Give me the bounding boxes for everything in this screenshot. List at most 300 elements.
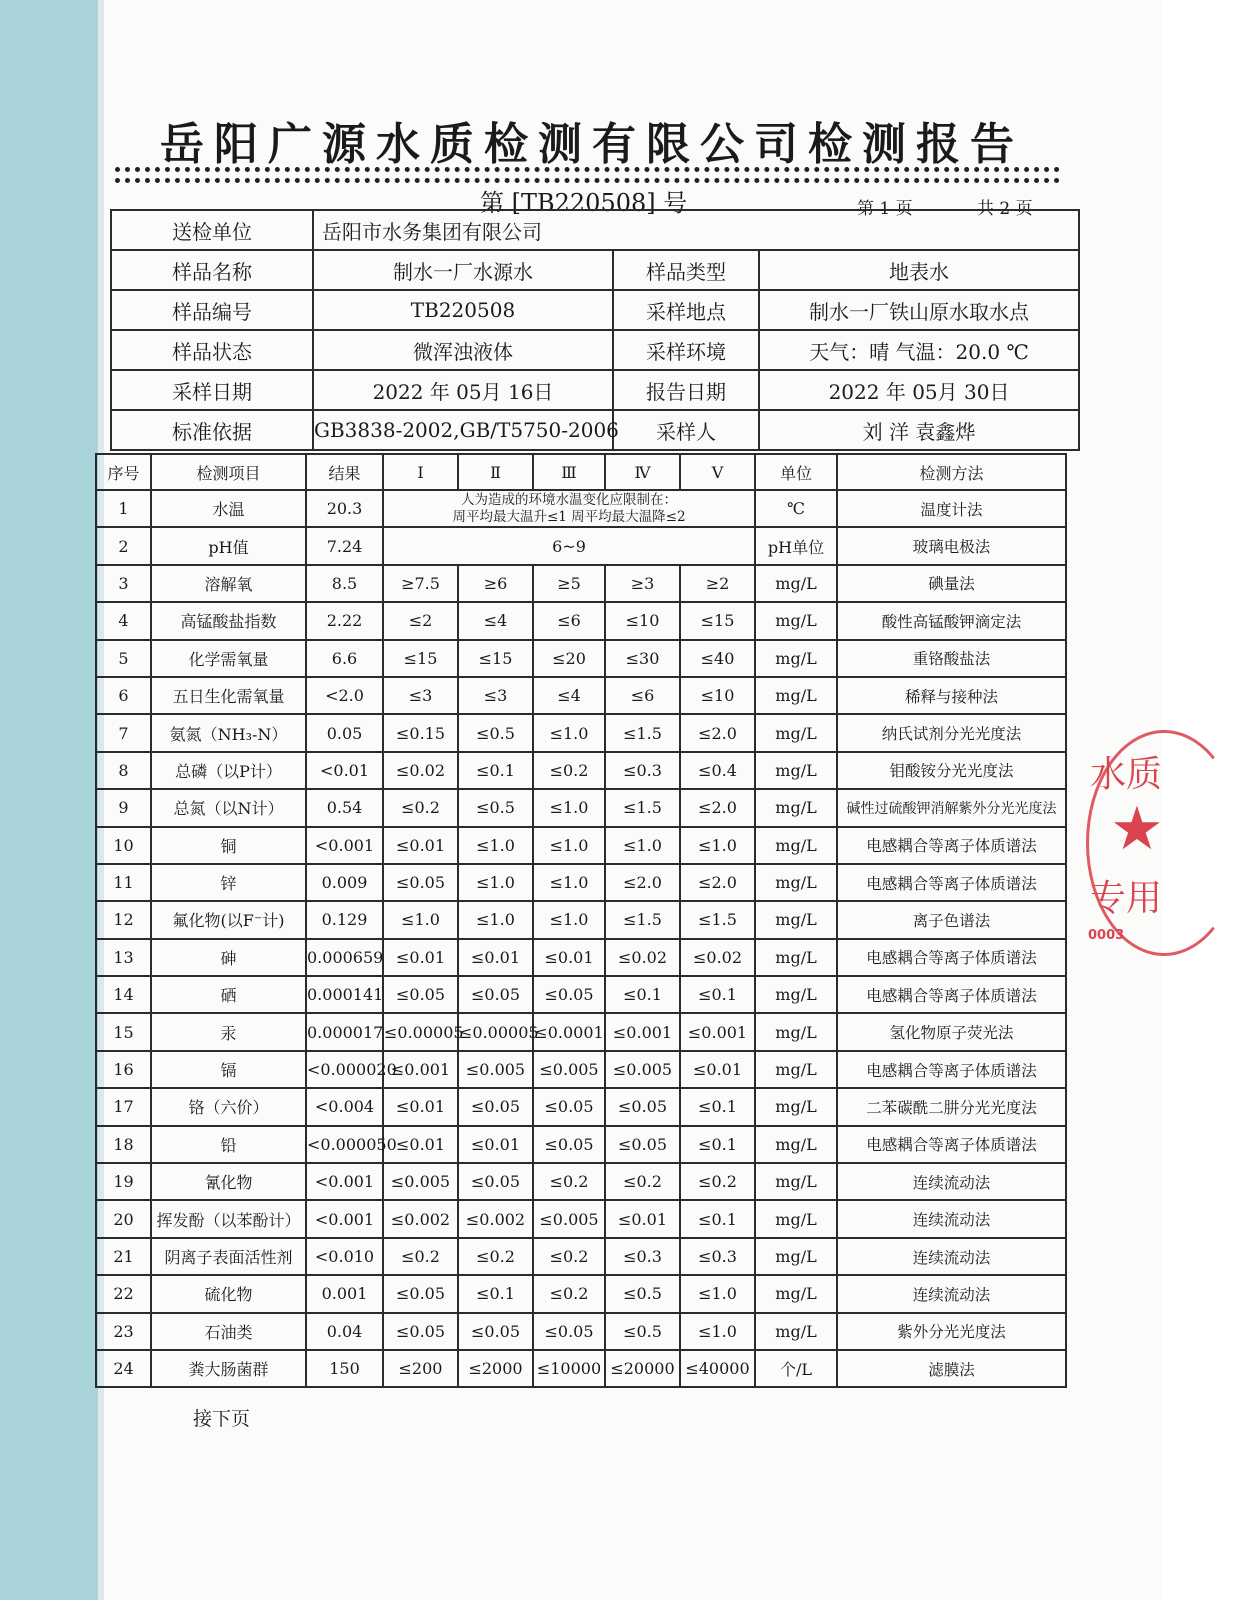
limit-class-3: ≤0.05 [533,1313,605,1350]
limit-class-3: ≤0.2 [533,1238,605,1275]
limit-class-2: ≤0.2 [458,1238,533,1275]
row-number: 4 [96,602,151,639]
unit: mg/L [755,901,837,938]
sampling-site-value: 制水一厂铁山原水取水点 [759,290,1079,330]
table-row [96,714,1066,751]
row-number: 5 [96,640,151,677]
limit-class-1: ≤0.01 [383,1126,458,1163]
title-divider-top [115,167,1060,172]
col-class-1-header: Ⅰ [383,454,458,490]
unit: mg/L [755,1200,837,1237]
table-row [96,1238,1066,1275]
limit-class-3: ≤0.0001 [533,1013,605,1050]
results-body [96,454,1066,1387]
test-result: 0.05 [306,714,383,751]
row-number: 14 [96,976,151,1013]
test-result: <0.001 [306,827,383,864]
limit-class-4: ≤0.5 [605,1275,680,1312]
unit: mg/L [755,602,837,639]
sampler-label: 采样人 [613,410,759,450]
limit-class-5: ≤40 [680,640,755,677]
test-result: 0.000659 [306,939,383,976]
test-method: 连续流动法 [837,1163,1066,1200]
limit-class-3: ≤10000 [533,1350,605,1387]
limit-class-4: ≤0.001 [605,1013,680,1050]
unit: pH单位 [755,527,837,564]
test-method: 温度计法 [837,490,1066,527]
table-row [96,752,1066,789]
info-row-dates [111,370,1079,410]
unit: mg/L [755,714,837,751]
col-item-header: 检测项目 [151,454,306,490]
test-method: 紫外分光光度法 [837,1313,1066,1350]
limit-class-3: ≥5 [533,565,605,602]
limit-class-5: ≤40000 [680,1350,755,1387]
limit-class-5: ≤15 [680,602,755,639]
test-item: 粪大肠菌群 [151,1350,306,1387]
limit-class-2: ≤0.005 [458,1051,533,1088]
test-result: 0.129 [306,901,383,938]
limit-class-3: ≤0.05 [533,976,605,1013]
table-row [96,527,1066,564]
limit-class-5: ≤1.5 [680,901,755,938]
limit-class-2: ≤0.1 [458,1275,533,1312]
sample-id-value: TB220508 [313,290,613,330]
test-result: 0.04 [306,1313,383,1350]
limit-class-4: ≤0.2 [605,1163,680,1200]
standard-label: 标准依据 [111,410,313,450]
limit-class-3: ≤0.2 [533,1275,605,1312]
table-row [96,1350,1066,1387]
table-row [96,1051,1066,1088]
limit-class-4: ≤1.5 [605,901,680,938]
client-label: 送检单位 [111,210,313,250]
test-result: <2.0 [306,677,383,714]
col-method-header: 检测方法 [837,454,1066,490]
test-method: 二苯碳酰二肼分光光度法 [837,1088,1066,1125]
col-no-header: 序号 [96,454,151,490]
test-item: pH值 [151,527,306,564]
test-result: <0.001 [306,1163,383,1200]
row-number: 9 [96,789,151,826]
row-number: 8 [96,752,151,789]
limit-class-1: ≥7.5 [383,565,458,602]
limit-class-4: ≤30 [605,640,680,677]
unit: ℃ [755,490,837,527]
limit-class-5: ≤0.3 [680,1238,755,1275]
row-number: 1 [96,490,151,527]
limit-class-1: ≤0.2 [383,789,458,826]
report-number: 第 [TB220508] 号 [480,189,688,217]
limit-class-2: ≤15 [458,640,533,677]
limit-class-2: ≤1.0 [458,901,533,938]
test-item: 硫化物 [151,1275,306,1312]
report-title: 岳阳广源水质检测有限公司检测报告 [160,119,1024,170]
limit-class-5: ≤0.001 [680,1013,755,1050]
info-row-sample-id [111,290,1079,330]
limit-class-1: ≤1.0 [383,901,458,938]
limit-class-1: ≤0.01 [383,827,458,864]
test-result: <0.010 [306,1238,383,1275]
unit: mg/L [755,976,837,1013]
limit-class-3: ≤0.05 [533,1126,605,1163]
limit-class-2: ≤0.05 [458,1313,533,1350]
limit-class-5: ≤0.02 [680,939,755,976]
info-row-standard [111,410,1079,450]
limit-class-4: ≤0.005 [605,1051,680,1088]
col-result-header: 结果 [306,454,383,490]
limit-class-2: ≤0.00005 [458,1013,533,1050]
limit-class-4: ≤1.5 [605,714,680,751]
row-number: 7 [96,714,151,751]
test-result: <0.000050 [306,1126,383,1163]
limit-class-1: ≤0.05 [383,976,458,1013]
limit-class-5: ≥2 [680,565,755,602]
table-row [96,490,1066,527]
limit-class-5: ≤1.0 [680,1275,755,1312]
results-header-row [96,454,1066,490]
limit-class-3: ≤1.0 [533,864,605,901]
table-row [96,1275,1066,1312]
limit-class-1: ≤0.05 [383,1313,458,1350]
limit-class-5: ≤0.2 [680,1163,755,1200]
limit-class-3: ≤1.0 [533,789,605,826]
limit-class-1: ≤0.2 [383,1238,458,1275]
row-number: 19 [96,1163,151,1200]
test-result: 150 [306,1350,383,1387]
limit-class-4: ≤1.0 [605,827,680,864]
row-number: 22 [96,1275,151,1312]
report-date-value: 2022 年 05月 30日 [759,370,1079,410]
limit-class-3: ≤1.0 [533,714,605,751]
test-method: 氢化物原子荧光法 [837,1013,1066,1050]
sample-info-table [110,209,1080,451]
limit-class-1: ≤3 [383,677,458,714]
test-result: 2.22 [306,602,383,639]
test-result: <0.004 [306,1088,383,1125]
limit-class-1: ≤15 [383,640,458,677]
limit-class-1: ≤0.15 [383,714,458,751]
table-row [96,1088,1066,1125]
test-item: 挥发酚（以苯酚计） [151,1200,306,1237]
limit-class-2: ≤0.01 [458,1126,533,1163]
test-item: 总磷（以P计） [151,752,306,789]
seal-star-icon: ★ [1110,794,1164,864]
unit: mg/L [755,1088,837,1125]
limit-class-1: ≤0.05 [383,1275,458,1312]
test-result: <0.001 [306,1200,383,1237]
test-method: 纳氏试剂分光光度法 [837,714,1066,751]
limit-class-3: ≤0.005 [533,1051,605,1088]
test-method: 电感耦合等离子体质谱法 [837,1051,1066,1088]
limit-class-5: ≤0.1 [680,976,755,1013]
test-method: 碘量法 [837,565,1066,602]
limit-class-4: ≤1.5 [605,789,680,826]
limit-class-3: ≤0.2 [533,752,605,789]
limit-class-3: ≤0.05 [533,1088,605,1125]
limit-class-2: ≤0.1 [458,752,533,789]
info-row-sample-name [111,250,1079,290]
test-item: 镉 [151,1051,306,1088]
test-method: 酸性高锰酸钾滴定法 [837,602,1066,639]
row-number: 21 [96,1238,151,1275]
continued-note: 接下页 [193,1408,251,1430]
test-result: 0.54 [306,789,383,826]
row-number: 23 [96,1313,151,1350]
limit-class-2: ≤0.01 [458,939,533,976]
test-item: 阴离子表面活性剂 [151,1238,306,1275]
limit-class-1: ≤0.00005 [383,1013,458,1050]
test-result: 0.009 [306,864,383,901]
info-row-sample-state [111,330,1079,370]
info-row-client [111,210,1079,250]
row-number: 12 [96,901,151,938]
limit-class-4: ≤0.01 [605,1200,680,1237]
limit-class-3: ≤0.005 [533,1200,605,1237]
test-method: 碱性过硫酸钾消解紫外分光光度法 [837,789,1066,826]
limit-class-2: ≤0.05 [458,976,533,1013]
sampling-date-value: 2022 年 05月 16日 [313,370,613,410]
limit-class-5: ≤0.4 [680,752,755,789]
sample-state-value: 微浑浊液体 [313,330,613,370]
limit-class-4: ≤6 [605,677,680,714]
table-row [96,939,1066,976]
limit-class-5: ≤2.0 [680,714,755,751]
unit: mg/L [755,1313,837,1350]
limit-class-5: ≤0.1 [680,1126,755,1163]
col-class-3-header: Ⅲ [533,454,605,490]
limit-class-2: ≤0.002 [458,1200,533,1237]
test-method: 连续流动法 [837,1238,1066,1275]
test-result: 7.24 [306,527,383,564]
limit-class-5: ≤0.1 [680,1200,755,1237]
limit-class-1: ≤2 [383,602,458,639]
limit-class-4: ≤0.1 [605,976,680,1013]
limit-class-4: ≤0.02 [605,939,680,976]
sample-type-value: 地表水 [759,250,1079,290]
col-class-2-header: Ⅱ [458,454,533,490]
unit: mg/L [755,939,837,976]
unit: mg/L [755,827,837,864]
official-seal [1080,730,1170,950]
limit-class-4: ≤0.3 [605,1238,680,1275]
limit-class-2: ≤2000 [458,1350,533,1387]
limit-class-3: ≤1.0 [533,827,605,864]
row-number: 18 [96,1126,151,1163]
limit-class-3: ≤4 [533,677,605,714]
col-unit-header: 单位 [755,454,837,490]
test-result: 0.001 [306,1275,383,1312]
test-item: 铅 [151,1126,306,1163]
limit-class-5: ≤0.1 [680,1088,755,1125]
row-number: 13 [96,939,151,976]
sample-type-label: 样品类型 [613,250,759,290]
test-method: 电感耦合等离子体质谱法 [837,1126,1066,1163]
limit-class-3: ≤1.0 [533,901,605,938]
limit-class-5: ≤0.01 [680,1051,755,1088]
limit-class-1: ≤200 [383,1350,458,1387]
sampling-site-label: 采样地点 [613,290,759,330]
limit-class-1: ≤0.02 [383,752,458,789]
row-number: 17 [96,1088,151,1125]
test-item: 氰化物 [151,1163,306,1200]
limit-class-2: ≤3 [458,677,533,714]
limit-class-2: ≤1.0 [458,827,533,864]
test-method: 电感耦合等离子体质谱法 [837,864,1066,901]
test-method: 连续流动法 [837,1275,1066,1312]
test-item: 砷 [151,939,306,976]
page-total: 共 2 页 [977,199,1033,219]
limit-class-5: ≤10 [680,677,755,714]
limit-class-2: ≤0.05 [458,1163,533,1200]
limit-class-2: ≤0.5 [458,789,533,826]
limit-class-1: ≤0.001 [383,1051,458,1088]
row-number: 15 [96,1013,151,1050]
table-row [96,864,1066,901]
limit-class-1: ≤0.01 [383,1088,458,1125]
table-row [96,1313,1066,1350]
unit: mg/L [755,640,837,677]
limit-class-3: ≤0.2 [533,1163,605,1200]
limit-class-2: ≥6 [458,565,533,602]
test-item: 铬（六价） [151,1088,306,1125]
limit-class-2: ≤4 [458,602,533,639]
test-method: 电感耦合等离子体质谱法 [837,939,1066,976]
row-number: 2 [96,527,151,564]
test-item: 汞 [151,1013,306,1050]
table-row [96,1163,1066,1200]
row-number: 16 [96,1051,151,1088]
row-number: 3 [96,565,151,602]
table-row [96,602,1066,639]
unit: mg/L [755,864,837,901]
test-result: 6.6 [306,640,383,677]
limit-class-3: ≤0.01 [533,939,605,976]
row-number: 11 [96,864,151,901]
limit-class-1: ≤0.005 [383,1163,458,1200]
table-row [96,976,1066,1013]
limit-class-4: ≤0.05 [605,1126,680,1163]
limit-class-5: ≤1.0 [680,1313,755,1350]
seal-text-top: 水质 [1090,754,1163,795]
unit: mg/L [755,789,837,826]
col-class-5-header: Ⅴ [680,454,755,490]
test-result: 0.000141 [306,976,383,1013]
results-table [95,453,1067,1388]
col-class-4-header: Ⅳ [605,454,680,490]
limit-class-4: ≤0.3 [605,752,680,789]
sample-id-label: 样品编号 [111,290,313,330]
limit-class-3: ≤6 [533,602,605,639]
sample-state-label: 样品状态 [111,330,313,370]
test-item: 溶解氧 [151,565,306,602]
test-result: <0.01 [306,752,383,789]
unit: mg/L [755,752,837,789]
limit-class-5: ≤2.0 [680,789,755,826]
limit-class-4: ≥3 [605,565,680,602]
table-row [96,1126,1066,1163]
test-method: 玻璃电极法 [837,527,1066,564]
test-result: 20.3 [306,490,383,527]
limit-class-1: ≤0.05 [383,864,458,901]
seal-text-bottom: 专用 [1090,878,1163,919]
row-number: 24 [96,1350,151,1387]
unit: 个/L [755,1350,837,1387]
unit: mg/L [755,1238,837,1275]
limit-class-4: ≤2.0 [605,864,680,901]
test-item: 水温 [151,490,306,527]
sample-name-value: 制水一厂水源水 [313,250,613,290]
test-item: 氟化物(以F⁻计) [151,901,306,938]
limit-class-4: ≤10 [605,602,680,639]
table-row [96,677,1066,714]
unit: mg/L [755,1051,837,1088]
standard-value: GB3838-2002,GB/T5750-2006 [313,410,613,450]
test-item: 高锰酸盐指数 [151,602,306,639]
test-method: 电感耦合等离子体质谱法 [837,976,1066,1013]
limit-class-3: ≤20 [533,640,605,677]
limit-class-5: ≤2.0 [680,864,755,901]
limit-class-2: ≤1.0 [458,864,533,901]
limit-note: 人为造成的环境水温变化应限制在： 周平均最大温升≤1 周平均最大温降≤2 [383,490,755,527]
test-method: 钼酸铵分光光度法 [837,752,1066,789]
client-value: 岳阳市水务集团有限公司 [313,210,1079,250]
test-item: 硒 [151,976,306,1013]
limit-class-5: ≤1.0 [680,827,755,864]
table-row [96,789,1066,826]
test-item: 化学需氧量 [151,640,306,677]
row-number: 20 [96,1200,151,1237]
sampler-value: 刘 洋 袁鑫烨 [759,410,1079,450]
row-number: 10 [96,827,151,864]
limit-class-4: ≤0.05 [605,1088,680,1125]
unit: mg/L [755,1275,837,1312]
sampling-date-label: 采样日期 [111,370,313,410]
limit-class-4: ≤0.5 [605,1313,680,1350]
limit-range: 6~9 [383,527,755,564]
test-item: 锌 [151,864,306,901]
sampling-env-label: 采样环境 [613,330,759,370]
sample-name-label: 样品名称 [111,250,313,290]
binding-strip [0,0,98,1600]
unit: mg/L [755,677,837,714]
row-number: 6 [96,677,151,714]
limit-class-1: ≤0.002 [383,1200,458,1237]
seal-code: 0003 [1088,928,1125,943]
report-date-label: 报告日期 [613,370,759,410]
table-row [96,640,1066,677]
test-method: 滤膜法 [837,1350,1066,1387]
table-row [96,827,1066,864]
test-method: 离子色谱法 [837,901,1066,938]
test-result: <0.000020 [306,1051,383,1088]
unit: mg/L [755,1013,837,1050]
limit-class-1: ≤0.01 [383,939,458,976]
table-row [96,1013,1066,1050]
test-item: 铜 [151,827,306,864]
test-item: 石油类 [151,1313,306,1350]
sampling-env-value: 天气：晴 气温：20.0 ℃ [759,330,1079,370]
page-number: 第 1 页 [857,199,913,219]
test-item: 五日生化需氧量 [151,677,306,714]
limit-class-4: ≤20000 [605,1350,680,1387]
unit: mg/L [755,1126,837,1163]
test-item: 总氮（以N计） [151,789,306,826]
limit-class-2: ≤0.5 [458,714,533,751]
unit: mg/L [755,565,837,602]
test-method: 重铬酸盐法 [837,640,1066,677]
test-item: 氨氮（NH₃-N） [151,714,306,751]
